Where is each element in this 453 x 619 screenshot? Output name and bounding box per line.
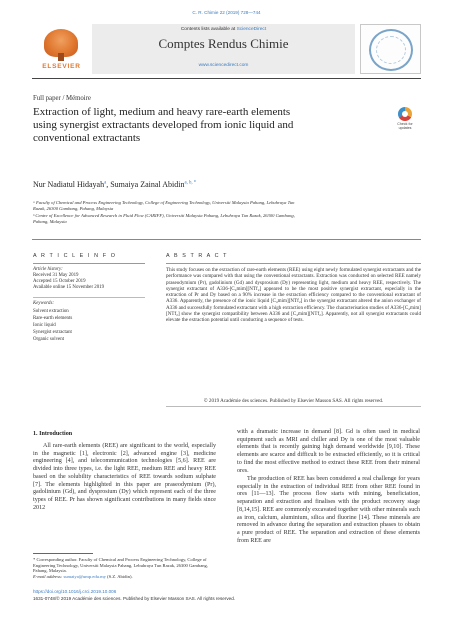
keywords-label: Keywords: [33,301,55,306]
affiliation-a-line1: ᵃ Faculty of Chemical and Process Engineering Technology, College of Engineering Technology, Universiti Malaysia Pahang, Lebuhraya Tun [33,200,295,205]
crossmark-label [393,122,417,130]
sciencedirect-link[interactable]: ScienceDirect [236,27,267,32]
section-heading-introduction: 1. Introduction [33,431,73,437]
abstract-divider [166,406,421,407]
header-divider [32,78,421,79]
author-list [33,180,196,189]
title-line: Extraction of light, medium and heavy rare-earth elements [33,106,291,118]
crossmark-center [402,111,408,117]
journal-citation: C. R. Chimie 22 (2019) 728—744 [192,10,261,15]
footnote-email-line [33,574,216,580]
keyword-item: Solvent extraction [33,309,69,314]
crossmark-line2: updates [398,126,412,130]
affiliation-divider [32,239,421,240]
keyword-item: Rare-earth elements [33,316,73,321]
email-suffix: (S.Z. Abidin). [105,573,133,579]
article-title [33,106,363,146]
title-line: using synergist extractants developed from ionic liquid and [33,119,294,132]
elsevier-logo[interactable] [34,27,89,71]
footnote-text: * Corresponding author. Faculty of Chemical and Process Engineering Technology, College of Engineering Technology, Universiti Malaysia Pahang, Lebuhraya Tun Razak, 26300 Gambang, Pahang, Malaysia. [33,557,208,574]
journal-homepage-link[interactable]: www.sciencedirect.com [198,63,249,68]
footnote-rule [33,553,93,554]
author-email-link[interactable]: sumaiya@ump.edu.my [63,573,106,579]
journal-cover-image[interactable] [360,24,421,74]
intro-left-column: All rare-earth elements (REE) are significant to the world, especially in the magnetic [1], electronic [2], advanced engine [3], medicine engineering [4], and telecommunication technologies [5,6]. REE are divided into three types, i.e. the light REE, medium REE and heavy REE based on the solubility characteristics of REE towards sodium sulphate [7]. The elements highlighted in this paper are praseodymium (Pr), gadolinium (Gd), and dysprosium (Dy) which represent each of the three types of REE. Pr has shown significant contributions in many fields since 2012 [33,443,216,511]
abstract-text: This study focuses on the extraction of rare-earth elements (REE) using eight newly formulated synergist extractants and the performance was compared with that using the conventional extractants. Extraction was conducted on selected REE namely praseodymium (Pr), gadolinium (Gd) and dysprosium (Dy) representing light, medium and heavy REE, respectively. The synergist extractant of A336-[C₄mim][NTf₂] appeared to be the most positive synergist extractant, especially in the extraction of Pr and Dy based on a 90% increase in the extraction efficiency compared to the conventional extractant of A336. Apparently, the presence of the ionic liquid [C₄mim][NTf₂] in the synergist extractant altered the anion exchanger of A336 and successfully formulated extractant with a high extraction efficiency. The characterisation studies of A336-[C₄mim][NTf₂] show the synergist compatibility between A336 and [C₄mim][NTf₂]. Apparently, not all synergist extractants could elevate the extraction potential until conducting a sequence of tests. [166,267,421,324]
intro-right-column-p1: with a dramatic increase in demand [8]. Gd is often used in medical equipment such as MRI and chiller and Dy is one of the most valuable elements that is recently gaining high demand worldwide [9,10]. These elements are scarce and difficult to be extracted efficiently, so it is critical to find the most effective method to extract these REE from their mineral ores. [237,429,420,474]
intro-right-column-p2: The production of REE has been considered a real challenge for years especially in the extraction of individual REE from other REE found in ores [11—13]. The process flow starts with mining, beneficiation, separation and extraction and finalises with the product recovery stage [8,14,15]. REE are commonly excavated together with other minerals such as iron, calcium, aluminium, silica and fluorine [14]. These minerals are removed in advance during the separation and extraction phases to obtain a pure product of REE. The separation and extraction of these elements from REE are [237,476,420,544]
article-history-label: Article history: [33,267,63,272]
history-online: Available online 15 November 2019 [33,285,105,290]
article-info-heading: A R T I C L E I N F O [33,253,117,259]
abstract-rule [166,263,421,264]
article-type: Full paper / Mémoire [33,95,91,102]
homepage-line [92,63,355,68]
article-info-divider [33,297,145,298]
email-label: E-mail address: [33,573,64,579]
author-name[interactable]: Nur Nadiatul Hidayah [33,180,105,189]
elsevier-wordmark: ELSEVIER [42,63,81,70]
cover-inner-ring-icon [376,36,406,64]
contents-line [92,27,355,32]
contents-prefix: Contents lists available at [180,27,237,32]
history-accepted: Accepted 15 October 2019 [33,279,86,284]
affiliation-b-line1: ᵇ Centre of Excellence for Advanced Research in Fluid Flow (CARIFF), Universiti Malaysia Pahang, Lebuhraya Tun Razak, 26300 Gambang, [33,213,295,218]
title-line: conventional extractants [33,132,141,145]
keyword-item: Organic solvent [33,337,65,342]
doi-link[interactable]: https://doi.org/10.1016/j.crci.2019.10.006 [33,589,117,594]
doi-line [33,589,418,594]
article-info-rule [33,263,145,264]
affiliation-a-line2: Razak, 26300 Gambang, Pahang, Malaysia [33,206,114,211]
crossmark-line1: Check for [397,122,413,126]
journal-title[interactable]: Comptes Rendus Chimie [158,36,289,51]
author-affiliation-marker[interactable]: a [104,180,107,186]
crossmark-button[interactable] [393,107,417,131]
corresponding-author-footnote [33,557,216,579]
author-affiliation-marker[interactable]: a, b, * [184,180,197,186]
affiliation-b-line2: Pahang, Malaysia [33,219,67,224]
keyword-item: Ionic liquid [33,323,56,328]
elsevier-trunk-icon [58,53,64,61]
abstract-heading: A B S T R A C T [166,253,229,259]
rights-line: 1631-0748/© 2019 Académie des sciences. Published by Elsevier Masson SAS. All rights reserved. [33,596,236,601]
author-separator: , [106,180,111,189]
history-received: Received 31 May 2019 [33,273,79,278]
keyword-item: Synergist extractant [33,330,72,335]
author-name[interactable]: Sumaiya Zainal Abidin [110,180,185,189]
abstract-copyright: © 2019 Académie des sciences. Published by Elsevier Masson SAS. All rights reserved. [203,398,384,404]
